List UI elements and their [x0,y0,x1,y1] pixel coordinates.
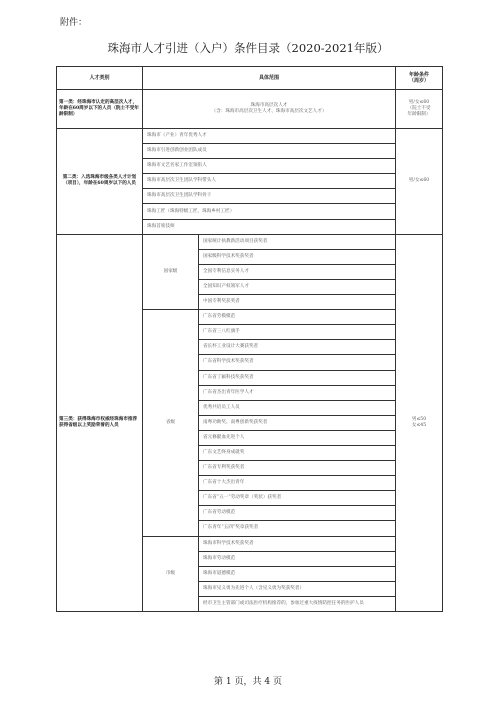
talent-catalog-table [56,66,443,612]
category2-age: 男/女≤60 [396,129,443,235]
category3-row [57,234,443,249]
national-award-item: 国家级科学技术奖获奖者 [199,249,396,264]
category1-label: 第一类：经珠海市认定的高层次人才，年龄在60周岁以下的人员（院士不受年龄限制） [57,90,143,129]
provincial-award-item: 广东省劳动模范 [199,506,396,521]
category2-item: 珠海市引进创新创业团队成员 [143,144,396,159]
provincial-award-item: 省长杯工业设计大赛获奖者 [199,340,396,355]
category1-line1: 珠海市高层次人才 [250,103,288,108]
scope-column-header: 具体范围 [143,67,396,90]
category2-row [57,129,443,144]
provincial-level-label: 省级 [143,310,199,536]
category1-age: 男/女≤60 （院士不受 年龄限制） [396,90,443,129]
provincial-award-item: 广东省专利奖获奖者 [199,461,396,476]
category-column-header: 人才类别 [57,67,143,90]
category1-row [57,90,443,129]
category3-label: 第三类：获得珠海市权威经珠海市推荐获得省级以上奖励荣誉的人员 [57,234,143,611]
provincial-award-item: 广东省三八红旗手 [199,325,396,340]
municipal-award-item: 经市卫生主管部门或司法医疗机构推荐的，参加过重大疫情防控任务的医护人员 [199,596,396,611]
category2-item: 珠海市（产业）青年优秀人才 [143,129,396,144]
category2-item: 珠海首席技师 [143,219,396,234]
provincial-award-item: 广东省劳模模范 [199,310,396,325]
national-award-item: 国家统计执教新活动项目获奖者 [199,234,396,249]
header-row [57,67,443,90]
national-award-item: 全国知识产权领军人才 [199,279,396,294]
category1-scope [143,90,396,129]
provincial-award-item: 广东省杰出青年医学人才 [199,385,396,400]
provincial-award-item: 广东省“五一”劳动奖章（奖状）获奖者 [199,491,396,506]
document-title: 珠海市人才引进（入户）条件目录（2020-2021年版） [107,41,389,55]
provincial-award-item: 省元修献血先进个人 [199,430,396,445]
category2-item: 珠海工匠（珠海特级工匠、珠海乡村工匠） [143,204,396,219]
provincial-award-item: 广东青年“五四”奖章获奖者 [199,521,396,536]
municipal-award-item: 珠海市科学技术奖获奖者 [199,536,396,551]
municipal-award-item: 珠海市劳动模范 [199,551,396,566]
category1-line2: （含：珠海市高层次卫生人才、珠海市高层次文艺人才） [211,109,327,114]
national-award-item: 中国专利奖获奖者 [199,295,396,310]
annex-label: 附件： [60,18,88,28]
national-award-item: 全国专利信息实务人才 [199,264,396,279]
category2-item: 珠海市高层次卫生团队学科带头人 [143,174,396,189]
provincial-award-item: 优秀共培员工人员 [199,400,396,415]
page-footer: 第 1 页，共 4 页 [214,677,282,687]
category2-item: 珠海市文艺名家工作室领衔人 [143,159,396,174]
category3-age: 男≤50 女≤45 [396,234,443,611]
municipal-level-label: 市级 [143,536,199,611]
provincial-award-item: 南粤功勋奖、南粤创新奖获奖者 [199,415,396,430]
age-column-header: 年龄条件 （周岁） [396,67,443,90]
municipal-award-item: 珠海市见义勇为先进个人（含见义勇为奖获奖者） [199,581,396,596]
category2-label: 第二类：入选珠海市级各类人才计划（项目），年龄在60周岁以下的人员 [57,129,143,235]
national-level-label: 国家级 [143,234,199,309]
provincial-award-item: 广东省丁颖科技奖获奖者 [199,370,396,385]
provincial-award-item: 广东文艺终身成就奖 [199,445,396,460]
municipal-award-item: 珠海市道德模范 [199,566,396,581]
provincial-award-item: 广东省十大杰出青年 [199,476,396,491]
category2-item: 珠海市高层次卫生团队学科骨干 [143,189,396,204]
provincial-award-item: 广东省科学技术奖获奖者 [199,355,396,370]
